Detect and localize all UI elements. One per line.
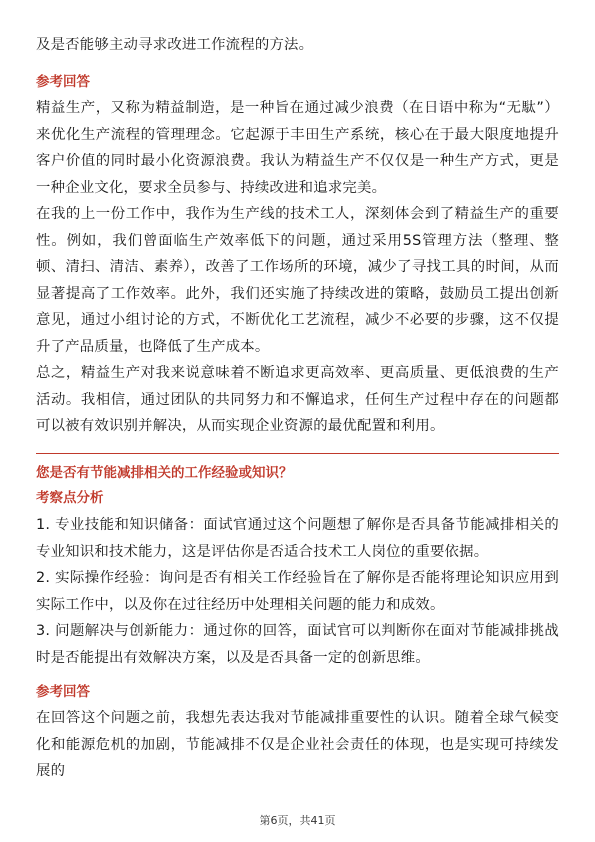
analysis-heading: 考察点分析 <box>36 490 104 506</box>
answer-paragraph-3: 总之，精益生产对我来说意味着不断追求更高效率、更高质量、更低浪费的生产活动。我相信，通过团队的共同努力和不懈追求，任何生产过程中存在的问题都可以被有效识别并解决，从而实现企业资源的最优配置和利用。 <box>36 365 559 434</box>
answer-heading-1: 参考回答 <box>36 74 90 90</box>
question-title: 您是否有节能减排相关的工作经验或知识？ <box>36 465 293 481</box>
answer-paragraph-1: 精益生产，又称为精益制造，是一种旨在通过减少浪费（在日语中称为“无駄”）来优化生产流程的管理理念。它起源于丰田生产系统，核心在于最大限度地提升客户价值的同时最小化资源浪费。我认为精益生产不仅仅是一种生产方式，更是一种企业文化，要求全员参与、持续改进和追求完美。 <box>36 100 559 196</box>
analysis-item-2: 2. 实际操作经验：询问是否有相关工作经验旨在了解你是否能将理论知识应用到实际工作中，以及你在过往经历中处理相关问题的能力和成效。 <box>36 570 559 613</box>
intro-tail-text: 及是否能够主动寻求改进工作流程的方法。 <box>36 37 314 53</box>
analysis-item-3: 3. 问题解决与创新能力：通过你的回答，面试官可以判断你在面对节能减排挑战时是否能提出有效解决方案，以及是否具备一定的创新思维。 <box>36 623 559 666</box>
page-number: 第6页，共41页 <box>259 814 336 827</box>
answer-paragraph-4: 在回答这个问题之前，我想先表达我对节能减排重要性的认识。随着全球气候变化和能源危机的加剧，节能减排不仅是企业社会责任的体现，也是实现可持续发展的 <box>36 710 559 779</box>
answer-heading-2: 参考回答 <box>36 684 90 700</box>
answer-paragraph-2: 在我的上一份工作中，我作为生产线的技术工人，深刻体会到了精益生产的重要性。例如，我们曾面临生产效率低下的问题，通过采用5S管理方法（整理、整顿、清扫、清洁、素养），改善了工作场所的环境，减少了寻找工具的时间，从而显著提高了工作效率。此外，我们还实施了持续改进的策略，鼓励员工提出创新意见，通过小组讨论的方式，不断优化工艺流程，减少不必要的步骤，这不仅提升了产品质量，也降低了生产成本。 <box>36 206 559 355</box>
document-page <box>36 32 559 779</box>
analysis-item-1: 1. 专业技能和知识储备：面试官通过这个问题想了解你是否具备节能减排相关的专业知识和技术能力，这是评估你是否适合技术工人岗位的重要依据。 <box>36 517 559 560</box>
